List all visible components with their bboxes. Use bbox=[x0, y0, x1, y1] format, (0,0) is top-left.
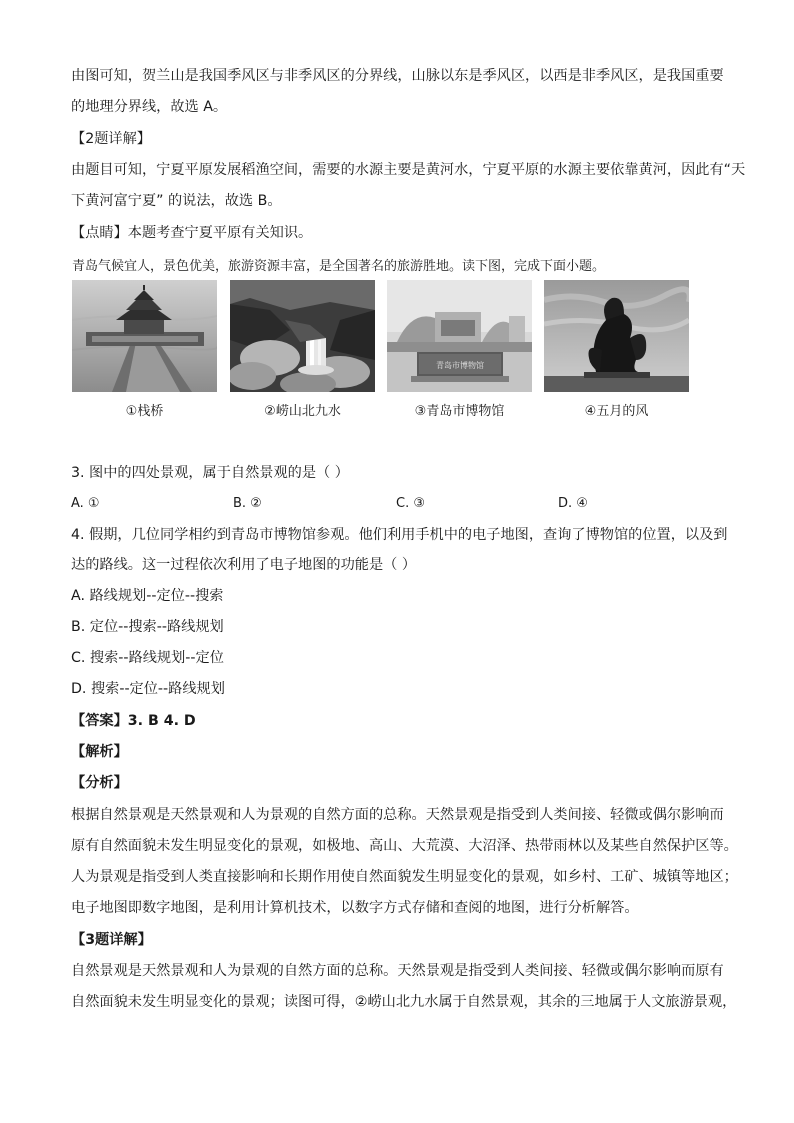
answer-value: 3. B 4. D bbox=[127, 713, 196, 729]
q4-option-d: D. 搜索--定位--路线规划 bbox=[71, 681, 225, 697]
sculpture-photo bbox=[544, 280, 689, 392]
q3-option-b: B. ② bbox=[233, 496, 262, 511]
museum-photo bbox=[387, 280, 532, 392]
q3-detail-heading: 【3题详解】 bbox=[71, 932, 152, 948]
fenxi-heading: 【分析】 bbox=[71, 775, 128, 791]
q3-option-a: A. ① bbox=[71, 496, 100, 511]
q3-option-d: D. ④ bbox=[558, 496, 588, 511]
fenxi-line: 人为景观是指受到人类直接影响和长期作用使自然面貌发生明显变化的景观，如乡村、工矿、城镇等地区； bbox=[71, 869, 738, 885]
q4-option-a: A. 路线规划--定位--搜索 bbox=[71, 588, 224, 604]
q3-option-c: C. ③ bbox=[396, 496, 425, 511]
q3-detail-line: 自然景观是天然景观和人为景观的自然方面的总称。天然景观是指受到人类间接、轻微或偶尔影响而原有 bbox=[71, 963, 724, 979]
passage-intro: 青岛气候宜人，景色优美，旅游资源丰富，是全国著名的旅游胜地。读下图，完成下面小题。 bbox=[72, 259, 606, 274]
q4-option-b: B. 定位--搜索--路线规划 bbox=[71, 619, 224, 635]
photo-label-4: ④五月的风 bbox=[584, 404, 649, 419]
paragraph-line: 由题目可知，宁夏平原发展稻渔空间，需要的水源主要是黄河水，宁夏平原的水源主要依靠黄河，因此有“天 bbox=[71, 162, 746, 178]
photo-label-2: ②崂山北九水 bbox=[264, 404, 341, 419]
fenxi-line: 原有自然面貌未发生明显变化的景观，如极地、高山、大荒漠、大沼泽、热带雨林以及某些自然保护区等。 bbox=[71, 838, 738, 854]
answer-line bbox=[71, 706, 726, 737]
fenxi-line: 电子地图即数字地图，是利用计算机技术，以数字方式存储和查阅的地图，进行分析解答。 bbox=[71, 900, 639, 916]
paragraph-line: 的地理分界线，故选 A。 bbox=[71, 99, 228, 115]
waterfall-photo bbox=[230, 280, 375, 392]
question-4-stem-line2: 达的路线。这一过程依次利用了电子地图的功能是（ ） bbox=[71, 557, 417, 573]
museum-sign-text: 青岛市博物馆 bbox=[436, 361, 484, 370]
analysis-heading: 【解析】 bbox=[71, 744, 128, 760]
q3-detail-line: 自然面貌未发生明显变化的景观；读图可得，②崂山北九水属于自然景观，其余的三地属于人文旅游景观， bbox=[71, 994, 737, 1010]
answer-label: 【答案】 bbox=[71, 713, 128, 729]
pier-pavilion-photo bbox=[72, 280, 217, 392]
fenxi-line: 根据自然景观是天然景观和人为景观的自然方面的总称。天然景观是指受到人类间接、轻微或偶尔影响而 bbox=[71, 807, 724, 823]
photo-label-3: ③青岛市博物馆 bbox=[414, 404, 505, 419]
paragraph-line: 下黄河富宁夏” 的说法，故选 B。 bbox=[71, 193, 282, 209]
section-heading-q2: 【2题详解】 bbox=[71, 131, 151, 147]
photo-label-1: ①栈桥 bbox=[125, 404, 164, 419]
paragraph-line: 由图可知，贺兰山是我国季风区与非季风区的分界线，山脉以东是季风区，以西是非季风区，是我国重要 bbox=[71, 68, 724, 84]
photo-strip bbox=[0, 280, 794, 395]
tip-line: 【点睛】本题考查宁夏平原有关知识。 bbox=[71, 225, 313, 241]
question-3-stem: 3. 图中的四处景观，属于自然景观的是（ ） bbox=[71, 465, 349, 481]
question-4-stem-line1: 4. 假期，几位同学相约到青岛市博物馆参观。他们利用手机中的电子地图，查询了博物馆的位置，以及到 bbox=[71, 527, 728, 543]
q4-option-c: C. 搜索--路线规划--定位 bbox=[71, 650, 224, 666]
